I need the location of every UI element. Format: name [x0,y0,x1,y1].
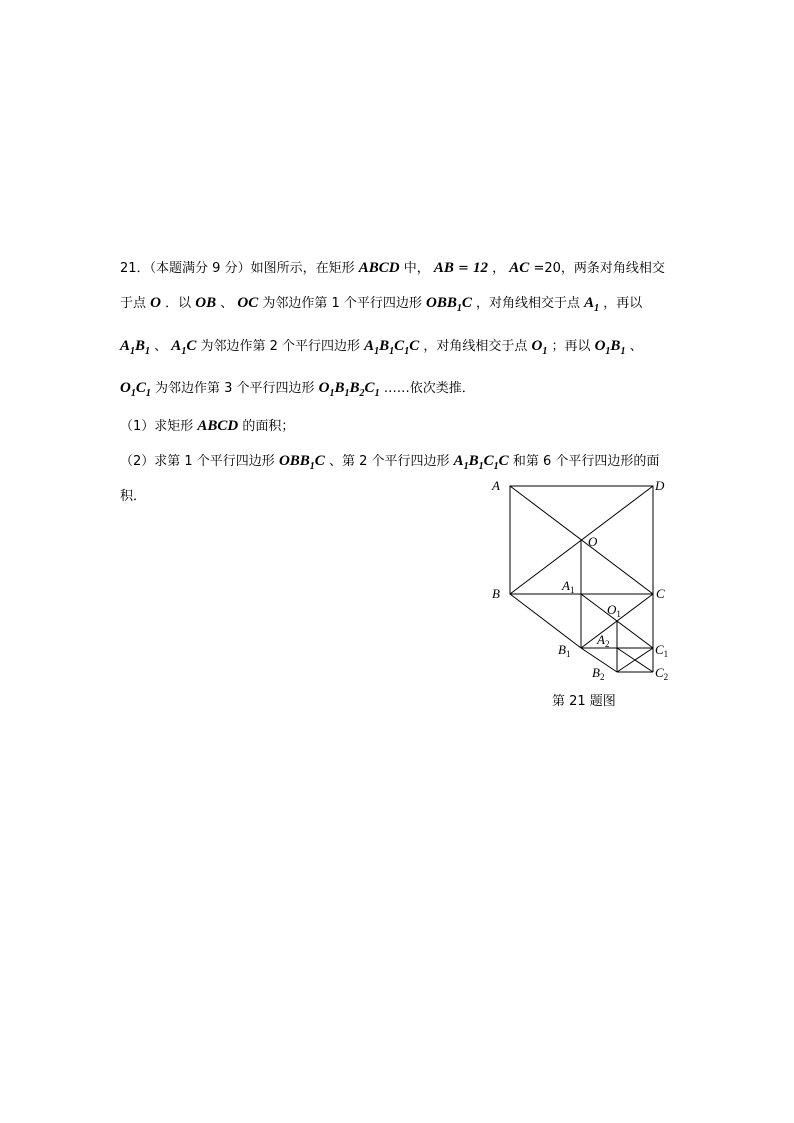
math-sub: 1 [478,461,484,472]
text: =20，两条对角线相交 [529,261,665,276]
math-obb1c [426,295,472,314]
math-part: A [584,295,595,311]
math-sub: 1 [130,388,136,399]
math-o1b1 [594,338,626,357]
text: 中， [399,261,434,276]
math-part: OBB [278,453,310,469]
label-sub: 1 [663,649,669,659]
math-part: C [394,338,405,354]
math-sub: 1 [181,346,187,357]
label-b: B [492,586,500,601]
label-d: D [655,478,665,493]
problem-line-3 [120,336,643,362]
problem-line-4 [120,378,475,404]
text: 为邻边作第 3 个平行四边形 [150,381,319,396]
figure-labels [491,478,668,682]
math-sub: 1 [594,303,600,314]
text: 为邻边作第 1 个平行四边形 [258,296,427,311]
label-c2 [655,665,668,682]
label-a2 [596,632,609,649]
text: 、第 2 个平行四边形 [324,454,454,469]
text: （1）求矩形 [120,419,198,434]
figure-lines [510,486,653,672]
math-sub: 1 [309,461,315,472]
math-sub: 1 [605,346,611,357]
text: 于点 [120,296,151,311]
math-part: O [594,338,606,354]
math-sub: 1 [404,346,410,357]
math-sub: 1 [130,346,136,357]
math-sub: 1 [329,388,335,399]
math-part: B [468,453,479,469]
math-sub: 1 [463,461,469,472]
math-ob: OB [195,295,217,311]
math-ac: AC [509,260,530,276]
text: = [453,261,474,276]
math-part: B [610,338,621,354]
label-sub: 2 [604,639,610,649]
label-a1 [561,578,574,595]
text: 、 [216,296,238,311]
text: ，再以 [599,296,643,311]
math-o1 [531,338,548,357]
math-a1b1 [120,338,151,357]
label-sub: 2 [663,672,669,682]
math-part: O [120,380,131,396]
text: 、 [150,339,172,354]
math-part: C [186,338,197,354]
math-part: O [318,380,330,396]
problem-line-1 [120,258,665,279]
math-12: 12 [473,260,489,276]
math-sub: 1 [374,388,380,399]
label-a: A [492,478,500,493]
math-part: O [531,338,543,354]
math-sub: 1 [344,388,350,399]
text: ．以 [160,296,196,311]
label-c: C [656,586,665,601]
math-ab: AB [433,260,454,276]
math-obb1c [278,453,325,472]
math-part: C [314,453,325,469]
text: ……依次类推． [379,381,475,396]
label-letter: A [562,578,570,593]
text: ， [488,261,510,276]
label-letter: C [655,665,664,680]
math-part: C [135,380,146,396]
math-sub: 1 [145,346,151,357]
math-sub: 1 [620,346,626,357]
math-part: B [379,338,390,354]
label-sub: 2 [599,672,605,682]
math-part: C [364,380,375,396]
math-sub: 1 [389,346,395,357]
label-letter: B [558,642,566,657]
math-part: A [120,338,131,354]
text: ；再以 [547,339,595,354]
math-part: B [334,380,345,396]
label-o: O [588,534,598,549]
math-sub: 1 [456,303,462,314]
math-sub: 1 [374,346,380,357]
math-part: A [171,338,182,354]
text: ，对角线相交于点 [471,296,585,311]
math-sub: 1 [493,461,499,472]
label-c1 [655,642,668,659]
math-rect-abcd: ABCD [358,260,400,276]
text: （2）求第 1 个平行四边形 [120,454,279,469]
math-a1b1c1c [453,453,509,472]
geometry-figure [486,474,686,689]
label-b1 [558,642,570,659]
text: 为邻边作第 2 个平行四边形 [196,339,365,354]
math-part: B [349,380,360,396]
figure-caption: 第 21 题图 [552,694,616,709]
label-letter: B [592,665,600,680]
math-sub: 2 [359,388,365,399]
label-sub: 1 [616,609,621,619]
math-a1 [584,295,600,314]
question-1 [120,416,294,437]
math-o1b1b2c1 [318,380,380,399]
math-part: C [409,338,420,354]
math-part: B [135,338,146,354]
math-a1c [171,338,197,357]
text: 的面积； [238,419,295,434]
math-part: A [364,338,375,354]
label-b2 [592,665,604,682]
math-sub: 1 [542,346,548,357]
text: 和第 6 个平行四边形的面 [508,454,660,469]
math-part: C [483,453,494,469]
segment-b-b1 [510,594,581,648]
text: 积． [120,489,147,504]
label-letter: O [607,602,617,617]
question-2-continued [120,487,146,507]
math-part: C [461,295,472,311]
math-o: O [150,295,161,311]
math-rect-abcd: ABCD [197,418,239,434]
label-letter: C [655,642,664,657]
problem-line-2 [120,293,642,319]
label-o1 [607,602,621,619]
math-part: C [498,453,509,469]
label-letter: A [597,632,605,647]
math-part: OBB [426,295,457,311]
label-sub: 1 [565,649,571,659]
math-o1c1 [120,380,151,399]
text: 、 [625,339,643,354]
math-part: A [453,453,464,469]
label-sub: 1 [569,585,575,595]
math-sub: 1 [145,388,151,399]
math-oc: OC [237,295,259,311]
text: ，对角线相交于点 [419,339,532,354]
math-a1b1c1c [364,338,420,357]
text: 21．（本题满分 9 分）如图所示，在矩形 [120,261,359,276]
